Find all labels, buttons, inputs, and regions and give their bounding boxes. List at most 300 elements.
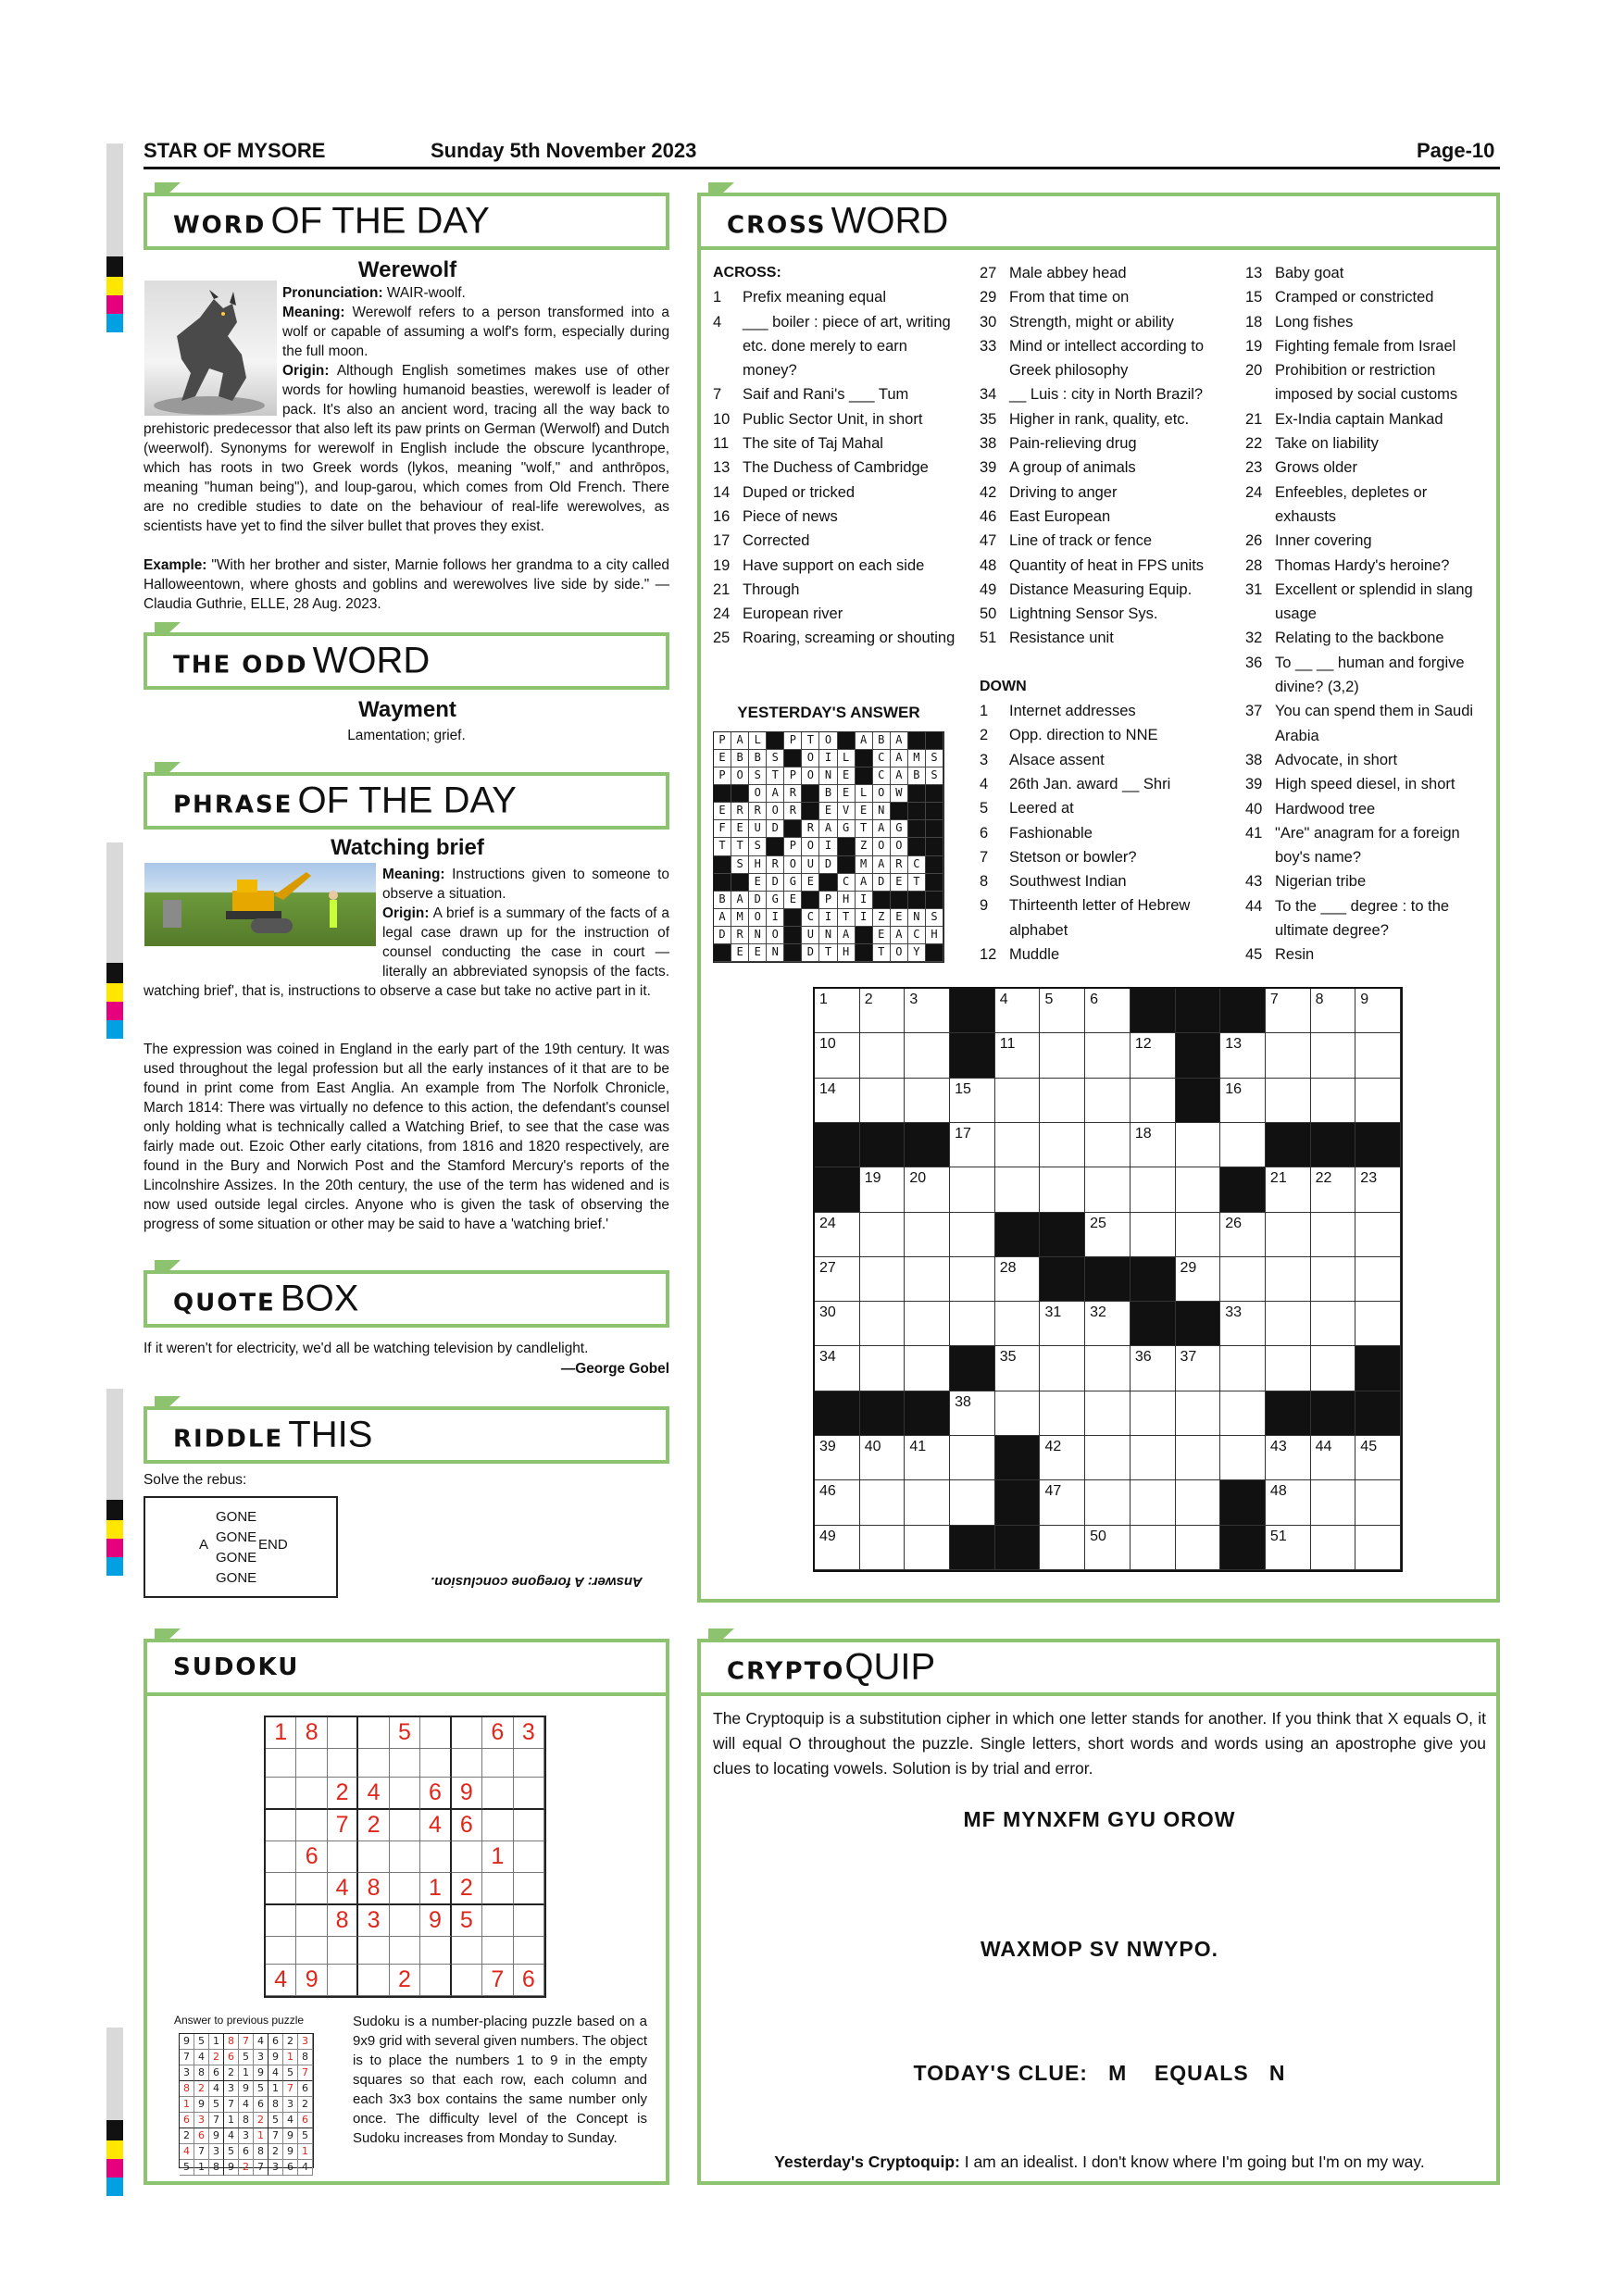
crossword-cell[interactable] (815, 1257, 860, 1302)
crossword-cell[interactable] (1040, 989, 1085, 1033)
clue-number: 1 (980, 703, 989, 720)
mini-black-cell (802, 892, 819, 909)
crossword-cell[interactable] (950, 1213, 995, 1257)
crossword-cell[interactable] (1176, 1167, 1221, 1212)
clue-text: "Are" anagram for a foreign boy's name? (1275, 824, 1460, 867)
crossword-cell[interactable] (1355, 989, 1401, 1033)
crossword-cell[interactable] (815, 1213, 860, 1257)
crossword-cell[interactable] (1355, 1302, 1401, 1346)
sudoku-answer-cell: 9 (283, 2144, 298, 2160)
crossword-cell[interactable] (1131, 1167, 1176, 1212)
sudoku-cell[interactable] (358, 1965, 389, 1996)
mini-black-cell (908, 892, 926, 909)
crossword-cell[interactable] (1085, 1391, 1131, 1436)
crossword-cell[interactable] (1266, 1079, 1311, 1123)
crossword-cell[interactable] (995, 1167, 1041, 1212)
crossword-cell[interactable] (995, 989, 1041, 1033)
mini-black-cell (926, 820, 943, 838)
registration-yellow (106, 983, 123, 1002)
crossword-cell[interactable] (1311, 1436, 1356, 1480)
clue-text: Strength, might or ability (1009, 313, 1174, 331)
clue-number: 10 (713, 410, 731, 428)
crossword-cell[interactable] (1266, 1346, 1311, 1391)
clue-number: 17 (713, 532, 731, 550)
crossword-cell[interactable] (1220, 1346, 1266, 1391)
sudoku-cell: 9 (452, 1778, 482, 1810)
crossword-cell[interactable] (1311, 1167, 1356, 1212)
sudoku-cell: 1 (482, 1841, 513, 1873)
crossword-cell[interactable] (1355, 1033, 1401, 1078)
crossword-grid (813, 987, 1403, 1572)
section-title-bold: THE ODD (173, 651, 308, 680)
sudoku-cell[interactable] (296, 1873, 327, 1905)
crossword-cell[interactable] (1266, 1526, 1311, 1570)
sudoku-cell[interactable] (266, 1937, 296, 1965)
mini-letter-cell: D (873, 874, 891, 892)
mini-letter-cell: E (731, 944, 749, 962)
crossword-cell[interactable] (815, 1526, 860, 1570)
mini-letter-cell: N (908, 909, 926, 927)
sudoku-cell[interactable] (390, 1810, 420, 1841)
crossword-cell[interactable] (950, 1480, 995, 1525)
crossword-cell[interactable] (995, 1257, 1041, 1302)
sudoku-cell[interactable] (296, 1778, 327, 1810)
sudoku-cell[interactable] (452, 1937, 482, 1965)
clue-item (980, 869, 1222, 893)
sudoku-cell[interactable] (390, 1841, 420, 1873)
sudoku-cell[interactable] (452, 1749, 482, 1778)
crossword-cell[interactable] (1266, 1436, 1311, 1480)
crossword-cell[interactable] (950, 1391, 995, 1436)
sudoku-cell: 5 (390, 1717, 420, 1749)
crossword-cell[interactable] (1220, 1213, 1266, 1257)
cell-number: 3 (909, 992, 918, 1007)
clue-item (713, 480, 961, 505)
mini-black-cell (856, 767, 873, 785)
sudoku-cell[interactable] (328, 1965, 358, 1996)
mini-letter-cell: R (749, 803, 767, 820)
mini-letter-cell: N (819, 767, 837, 785)
sudoku-cell[interactable] (514, 1873, 544, 1905)
crossword-cell[interactable] (905, 989, 950, 1033)
crossword-cell[interactable] (1355, 1436, 1401, 1480)
crossword-cell[interactable] (1311, 1213, 1356, 1257)
cell-number: 4 (999, 992, 1008, 1007)
sudoku-cell[interactable] (390, 1873, 420, 1905)
crossword-cell[interactable] (950, 1436, 995, 1480)
clue-text: Enfeebles, depletes or exhausts (1275, 483, 1428, 525)
sudoku-cell: 6 (482, 1717, 513, 1749)
crossword-cell[interactable] (1131, 1033, 1176, 1078)
crossword-cell[interactable] (1311, 1079, 1356, 1123)
mini-black-cell (926, 785, 943, 803)
clue-item (713, 285, 961, 309)
crossword-cell[interactable] (905, 1213, 950, 1257)
crossword-cell[interactable] (860, 1213, 906, 1257)
crossword-cell[interactable] (905, 1480, 950, 1525)
sudoku-cell[interactable] (514, 1841, 544, 1873)
crossword-cell[interactable] (905, 1257, 950, 1302)
sudoku-answer-cell: 6 (239, 2144, 254, 2160)
cell-number: 13 (1225, 1036, 1243, 1053)
mini-letter-cell: U (802, 927, 819, 944)
sudoku-cell: 1 (266, 1717, 296, 1749)
crossword-cell[interactable] (1131, 1391, 1176, 1436)
crossword-cell[interactable] (1040, 1167, 1085, 1212)
mini-black-cell (873, 892, 891, 909)
clue-item (980, 407, 1222, 431)
cell-number: 42 (1044, 1439, 1062, 1455)
crossword-cell[interactable] (1355, 1167, 1401, 1212)
sudoku-answer-cell: 4 (239, 2097, 254, 2113)
sudoku-cell: 6 (514, 1965, 544, 1996)
crossword-cell[interactable] (1266, 1257, 1311, 1302)
registration-strip (106, 144, 123, 256)
mini-black-cell (784, 750, 802, 767)
sudoku-cell[interactable] (266, 1841, 296, 1873)
crossword-cell[interactable] (1355, 1079, 1401, 1123)
crossword-cell[interactable] (950, 1167, 995, 1212)
cell-number: 29 (1180, 1259, 1197, 1276)
crossword-cell[interactable] (1040, 1123, 1085, 1167)
crossword-cell[interactable] (1176, 1213, 1221, 1257)
sudoku-cell[interactable] (358, 1937, 389, 1965)
clue-number: 37 (1245, 703, 1263, 720)
clue-number: 42 (980, 483, 997, 501)
crossword-cell[interactable] (1085, 1480, 1131, 1525)
clue-item (1245, 285, 1488, 309)
crossword-cell[interactable] (1131, 1079, 1176, 1123)
crossword-black-cell (1220, 1480, 1266, 1525)
clue-text: Muddle (1009, 946, 1060, 964)
crossword-cell[interactable] (1085, 1079, 1131, 1123)
sudoku-cell[interactable] (296, 1749, 327, 1778)
crossword-cell[interactable] (815, 1480, 860, 1525)
clue-number: 49 (980, 580, 997, 598)
mini-black-cell (926, 838, 943, 855)
sudoku-answer-cell: 9 (283, 2128, 298, 2144)
crossword-cell[interactable] (1085, 1302, 1131, 1346)
crossword-cell[interactable] (1085, 1346, 1131, 1391)
clue-text: Through (743, 580, 800, 598)
sudoku-cell[interactable] (266, 1810, 296, 1841)
registration-strip (106, 2028, 123, 2120)
sudoku-answer-cell: 4 (194, 2050, 209, 2065)
paper-name: STAR OF MYSORE (144, 139, 326, 162)
crossword-cell[interactable] (1355, 1257, 1401, 1302)
crossword-cell[interactable] (1220, 1257, 1266, 1302)
sudoku-cell[interactable] (514, 1778, 544, 1810)
crossword-cell[interactable] (1131, 1526, 1176, 1570)
clue-text: Advocate, in short (1275, 751, 1398, 768)
phrase-origin-top: Origin: A brief is a summary of the facts of a legal case drawn up for the instruction of counsel conducting the case in court — literally an abbreviated synopsis of the facts. (382, 904, 669, 981)
mini-letter-cell: T (838, 909, 856, 927)
mini-letter-cell: L (856, 785, 873, 803)
mini-letter-cell: T (908, 874, 926, 892)
crossword-cell[interactable] (815, 1033, 860, 1078)
clue-number: 13 (713, 459, 731, 477)
crossword-cell[interactable] (1176, 1526, 1221, 1570)
crossword-cell[interactable] (1131, 1436, 1176, 1480)
crossword-cell[interactable] (860, 1167, 906, 1212)
clue-number: 34 (980, 386, 997, 404)
sudoku-cell[interactable] (420, 1937, 451, 1965)
crossword-cell[interactable] (860, 1526, 906, 1570)
crossword-cell[interactable] (1311, 1480, 1356, 1525)
crossword-cell[interactable] (905, 1302, 950, 1346)
mini-letter-cell: O (891, 944, 908, 962)
sudoku-answer-grid (179, 2033, 314, 2173)
mini-letter-cell: A (714, 909, 731, 927)
sudoku-cell[interactable] (482, 1905, 513, 1937)
sudoku-answer-cell: 8 (269, 2097, 283, 2113)
crossword-cell[interactable] (1266, 1302, 1311, 1346)
sudoku-cell[interactable] (514, 1749, 544, 1778)
crossword-cell[interactable] (1355, 1480, 1401, 1525)
sudoku-cell[interactable] (296, 1937, 327, 1965)
clue-text: Leered at (1009, 800, 1074, 817)
sudoku-cell[interactable] (452, 1717, 482, 1749)
crossword-cell[interactable] (905, 1346, 950, 1391)
crossword-cell[interactable] (1040, 1526, 1085, 1570)
sudoku-cell[interactable] (328, 1717, 358, 1749)
sudoku-cell: 6 (452, 1810, 482, 1841)
sudoku-cell[interactable] (482, 1749, 513, 1778)
sudoku-cell[interactable] (390, 1749, 420, 1778)
sudoku-cell[interactable] (482, 1873, 513, 1905)
sudoku-cell[interactable] (514, 1810, 544, 1841)
crossword-cell[interactable] (995, 1346, 1041, 1391)
crossword-cell[interactable] (1220, 1033, 1266, 1078)
crossword-cell[interactable] (1311, 1257, 1356, 1302)
crossword-cell[interactable] (995, 1033, 1041, 1078)
crossword-cell[interactable] (1131, 1123, 1176, 1167)
crossword-cell[interactable] (1040, 1346, 1085, 1391)
clue-number: 24 (713, 605, 731, 623)
sudoku-cell[interactable] (328, 1841, 358, 1873)
crossword-cell[interactable] (1085, 1033, 1131, 1078)
sudoku-answer-cell: 5 (209, 2097, 224, 2113)
crossword-cell[interactable] (1131, 1346, 1176, 1391)
crossword-cell[interactable] (905, 1167, 950, 1212)
sudoku-cell[interactable] (328, 1937, 358, 1965)
crossword-cell[interactable] (860, 1302, 906, 1346)
section-title-bold: RIDDLE (173, 1425, 284, 1454)
crossword-cell[interactable] (1085, 1436, 1131, 1480)
crossword-cell[interactable] (905, 1033, 950, 1078)
sudoku-cell[interactable] (266, 1749, 296, 1778)
crossword-black-cell (905, 1123, 950, 1167)
crossword-cell[interactable] (860, 1033, 906, 1078)
crossword-cell[interactable] (860, 1346, 906, 1391)
crossword-cell[interactable] (1040, 1436, 1085, 1480)
sudoku-cell[interactable] (482, 1778, 513, 1810)
clue-text: Pain-relieving drug (1009, 435, 1137, 453)
crossword-cell[interactable] (905, 1079, 950, 1123)
crossword-cell[interactable] (950, 1302, 995, 1346)
mini-letter-cell: H (838, 944, 856, 962)
sudoku-answer-cell: 8 (209, 2160, 224, 2176)
crossword-cell[interactable] (1040, 1079, 1085, 1123)
crossword-cell[interactable] (995, 1302, 1041, 1346)
crossword-cell[interactable] (1040, 1302, 1085, 1346)
sudoku-cell[interactable] (482, 1937, 513, 1965)
crossword-cell[interactable] (860, 989, 906, 1033)
crossword-cell[interactable] (815, 1346, 860, 1391)
crossword-cell[interactable] (1220, 1436, 1266, 1480)
mini-letter-cell: A (731, 732, 749, 750)
sudoku-cell[interactable] (296, 1905, 327, 1937)
sudoku-cell[interactable] (452, 1965, 482, 1996)
mini-letter-cell: T (714, 838, 731, 855)
crossword-cell[interactable] (1176, 1123, 1221, 1167)
crossword-cell[interactable] (905, 1526, 950, 1570)
down-heading: DOWN (980, 678, 1027, 694)
crossword-cell[interactable] (1311, 1033, 1356, 1078)
crossword-cell[interactable] (1266, 1033, 1311, 1078)
sudoku-cell[interactable] (514, 1937, 544, 1965)
sudoku-cell[interactable] (482, 1810, 513, 1841)
sudoku-cell[interactable] (358, 1841, 389, 1873)
clue-text: Resin (1275, 946, 1315, 964)
crossword-cell[interactable] (1220, 1079, 1266, 1123)
cell-number: 15 (955, 1080, 971, 1097)
mini-letter-cell: I (767, 909, 784, 927)
crossword-cell[interactable] (1131, 1480, 1176, 1525)
cell-number: 18 (1134, 1125, 1152, 1142)
crossword-cell[interactable] (995, 1391, 1041, 1436)
clue-text: From that time on (1009, 289, 1130, 306)
sudoku-cell[interactable] (328, 1749, 358, 1778)
sudoku-cell[interactable] (390, 1778, 420, 1810)
mini-letter-cell: Z (856, 838, 873, 855)
crossword-cell[interactable] (1266, 1213, 1311, 1257)
mini-letter-cell: W (891, 785, 908, 803)
crossword-cell[interactable] (860, 1257, 906, 1302)
rebus-stack (216, 1507, 256, 1589)
mini-letter-cell: D (749, 892, 767, 909)
clue-text: Higher in rank, quality, etc. (1009, 410, 1190, 428)
crossword-cell[interactable] (1355, 1526, 1401, 1570)
crossword-cell[interactable] (1085, 1167, 1131, 1212)
crossword-cell[interactable] (1220, 1123, 1266, 1167)
crossword-cell[interactable] (1311, 1346, 1356, 1391)
clue-number: 44 (1245, 897, 1263, 915)
crossword-black-cell (1040, 1213, 1085, 1257)
crossword-cell[interactable] (860, 1079, 906, 1123)
odd-word-definition: Lamentation; grief. (347, 728, 466, 743)
crossword-cell[interactable] (1176, 1346, 1221, 1391)
sudoku-cell[interactable] (420, 1841, 451, 1873)
clue-item (980, 748, 1222, 772)
crossword-cell[interactable] (950, 1257, 995, 1302)
mini-black-cell (856, 944, 873, 962)
crossword-cell[interactable] (815, 1079, 860, 1123)
crossword-cell[interactable] (1355, 1213, 1401, 1257)
mini-letter-cell: O (767, 927, 784, 944)
crossword-cell[interactable] (950, 1123, 995, 1167)
yesterday-answer-grid (713, 731, 944, 963)
crossword-cell[interactable] (1266, 989, 1311, 1033)
sudoku-cell[interactable] (358, 1749, 389, 1778)
crossword-cell[interactable] (1131, 1213, 1176, 1257)
sudoku-cell[interactable] (296, 1810, 327, 1841)
clue-item (980, 529, 1222, 553)
header-rule (144, 167, 1500, 169)
sudoku-answer-cell: 2 (180, 2128, 194, 2144)
mini-letter-cell: O (802, 767, 819, 785)
crossword-cell[interactable] (1220, 1302, 1266, 1346)
crossword-cell[interactable] (1176, 1257, 1221, 1302)
crossword-cell[interactable] (1311, 1526, 1356, 1570)
crossword-cell[interactable] (1085, 1213, 1131, 1257)
crossword-cell[interactable] (1311, 989, 1356, 1033)
sudoku-cell[interactable] (420, 1965, 451, 1996)
crossword-cell[interactable] (950, 1079, 995, 1123)
crossword-cell[interactable] (1040, 1033, 1085, 1078)
phrase-of-day-header (144, 772, 669, 830)
crossword-cell[interactable] (1176, 1391, 1221, 1436)
crossword-cell[interactable] (905, 1436, 950, 1480)
sudoku-cell[interactable] (420, 1717, 451, 1749)
clue-item (1245, 310, 1488, 334)
clue-item (713, 626, 961, 650)
sudoku-cell[interactable] (266, 1778, 296, 1810)
crossword-cell[interactable] (1085, 1526, 1131, 1570)
registration-black (106, 256, 123, 277)
crossword-cell[interactable] (1085, 989, 1131, 1033)
crossword-cell[interactable] (860, 1436, 906, 1480)
crossword-cell[interactable] (1266, 1167, 1311, 1212)
sudoku-cell[interactable] (452, 1841, 482, 1873)
crossword-cell[interactable] (1176, 1436, 1221, 1480)
sudoku-answer-cell: 5 (254, 2081, 269, 2097)
phrase-meaning: Meaning: Instructions given to someone to observe a situation. (382, 867, 669, 902)
clue-text: Mind or intellect according to Greek philosophy (1009, 337, 1205, 380)
crossword-cell[interactable] (1220, 1391, 1266, 1436)
crossword-cell[interactable] (860, 1480, 906, 1525)
crossword-cell[interactable] (995, 1123, 1041, 1167)
cell-number: 16 (1225, 1080, 1243, 1097)
crossword-cell[interactable] (1040, 1391, 1085, 1436)
sudoku-cell: 7 (482, 1965, 513, 1996)
crossword-cell[interactable] (1085, 1123, 1131, 1167)
sudoku-cell[interactable] (358, 1717, 389, 1749)
crossword-cell[interactable] (815, 1302, 860, 1346)
sudoku-cell[interactable] (514, 1905, 544, 1937)
sudoku-answer-cell: 3 (298, 2034, 313, 2050)
mini-letter-cell: I (819, 750, 837, 767)
sudoku-cell[interactable] (266, 1873, 296, 1905)
sudoku-cell: 6 (420, 1778, 451, 1810)
crossword-cell[interactable] (1266, 1480, 1311, 1525)
clue-item (1245, 529, 1488, 553)
clue-text: Cramped or constricted (1275, 289, 1434, 306)
cell-number: 8 (1315, 992, 1324, 1007)
crossword-cell[interactable] (815, 1436, 860, 1480)
crossword-cell[interactable] (815, 989, 860, 1033)
crossword-cell[interactable] (995, 1079, 1041, 1123)
sudoku-cell[interactable] (390, 1905, 420, 1937)
crossword-cell[interactable] (1311, 1302, 1356, 1346)
sudoku-cell[interactable] (390, 1937, 420, 1965)
crossword-cell[interactable] (1040, 1480, 1085, 1525)
crossword-cell[interactable] (1176, 1480, 1221, 1525)
sudoku-cell[interactable] (420, 1749, 451, 1778)
quote-author: —George Gobel (560, 1361, 669, 1377)
sudoku-cell[interactable] (266, 1905, 296, 1937)
section-title-light: WORD (831, 200, 949, 242)
